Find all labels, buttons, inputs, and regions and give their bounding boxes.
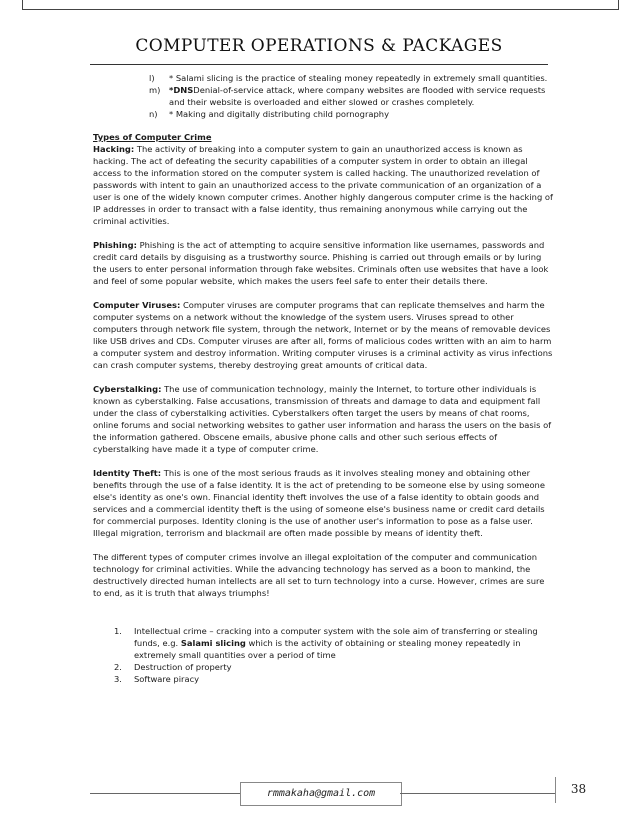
paragraph-identity-theft (93, 467, 553, 539)
bold-term: Salami slicing (180, 638, 246, 648)
alpha-list (93, 72, 553, 120)
paragraph-body: Computer viruses are computer programs that can replicate themselves and harm the computer systems on a network without the knowledge of the system users. Viruses spread to other computers through network file system, through the network, Internet or by the means of removable devices like USB drives and CDs. Computer viruses are after all, forms of malicious codes written with an aim to harm a computer system and destroy information. Writing computer viruses is a criminal activity as virus infections can crash computer systems, thereby destroying great amounts of critical data. (93, 300, 553, 370)
paragraph-body: The activity of breaking into a computer system to gain an unauthorized access is known as hacking. The act of defeating the security capabilities of a computer system in order to obtain an illegal access to the information stored on the computer system is called hacking. The unauthorized revelation of passwords with intent to gain an unauthorized access to the private communication of an organization of a user is one of the widely known computer crimes. Another highly dangerous computer crime is the hacking of IP addresses in order to transact with a false identity, thus remaining anonymous while carrying out the criminal activities. (93, 144, 553, 226)
list-item (149, 108, 553, 120)
list-marker: 2. (114, 662, 122, 672)
list-marker: n) (149, 109, 158, 119)
footer-email: rmmakaha@gmail.com (240, 782, 402, 806)
footer-rule-left (90, 793, 240, 794)
paragraph-hacking (93, 143, 553, 227)
list-item-body: Intellectual crime – cracking into a computer system with the sole aim of transferring or stealing funds, e.g. (134, 626, 538, 648)
list-marker: m) (149, 85, 161, 95)
section-heading: Types of Computer Crime (93, 132, 212, 142)
paragraph-body: The different types of computer crimes involve an illegal exploitation of the computer and communication technology for criminal activities. While the advancing technology has served as a boon to mankind, the destructively directed human intellects are all set to turn technology into a curse. However, crimes are sure to end, as it is truth that always triumphs! (93, 552, 545, 598)
page-number: 38 (555, 777, 601, 803)
header-rule (90, 64, 548, 65)
list-item-body: Denial-of-service attack, where company websites are flooded with service requests and their website is overloaded and either slowed or crashes completely. (169, 85, 546, 107)
paragraph-cyberstalking (93, 383, 553, 455)
list-item (114, 673, 553, 685)
paragraph-term: Phishing: (93, 240, 137, 250)
paragraph-computer-viruses (93, 299, 553, 371)
paragraph-term: Hacking: (93, 144, 135, 154)
paragraph-body: Phishing is the act of attempting to acquire sensitive information like usernames, passwords and credit card details by disguising as a trustworthy source. Phishing is carried out through emails or by luring the users to enter personal information through fake websites. Criminals often use websites that have a look and feel of some popular website, which makes the users feel safe to enter their details there. (93, 240, 549, 286)
list-item-body: which is the activity of obtaining or stealing money repeatedly in extremely small quantities over a period of time (134, 638, 521, 660)
paragraph-term: Cyberstalking: (93, 384, 162, 394)
list-marker: l) (149, 73, 155, 83)
footer-rule-right (400, 793, 555, 794)
paragraph-body: This is one of the most serious frauds as it involves stealing money and obtaining other benefits through the use of a false identity. It is the act of pretending to be someone else by using someone else's identity as one's own. Financial identity theft involves the use of a false identity to obtain goods and services and a commercial identity theft is the using of someone else's business name or credit card details for commercial purposes. Identity cloning is the use of another user's information to pose as a false user. Illegal migration, terrorism and blackmail are often made possible by means of identity theft. (93, 468, 545, 538)
list-item-text (134, 625, 553, 661)
paragraph-term: Identity Theft: (93, 468, 162, 478)
page-frame-top (22, 0, 619, 10)
paragraph-phishing (93, 239, 553, 287)
list-item (114, 661, 553, 673)
list-item (114, 625, 553, 661)
list-item (149, 72, 553, 84)
list-item-text: Destruction of property (134, 662, 232, 672)
list-item-text: * Salami slicing is the practice of stealing money repeatedly in extremely small quantities. (169, 73, 548, 83)
list-item-text (169, 84, 553, 108)
bold-prefix: *DNS (169, 85, 194, 95)
page-header-title: COMPUTER OPERATIONS & PACKAGES (135, 36, 503, 56)
paragraph-body: The use of communication technology, mainly the Internet, to torture other individuals is known as cyberstalking. False accusations, transmission of threats and damage to data and equipment fall under the class of cyberstalking activities. Cyberstalkers often target the users by means of chat rooms, online forums and social networking websites to gather user information and harass the users on the basis of the information gathered. Obscene emails, abusive phone calls and other such serious effects of cyberstalking have made it a type of computer crime. (93, 384, 552, 454)
list-item-text: * Making and digitally distributing child pornography (169, 109, 390, 119)
list-item-text: Software piracy (134, 674, 200, 684)
list-marker: 1. (114, 626, 122, 636)
paragraph-term: Computer Viruses: (93, 300, 181, 310)
list-item (149, 84, 553, 108)
page-content (93, 72, 553, 685)
numbered-list (93, 625, 553, 685)
list-marker: 3. (114, 674, 122, 684)
paragraph-conclusion (93, 551, 553, 599)
